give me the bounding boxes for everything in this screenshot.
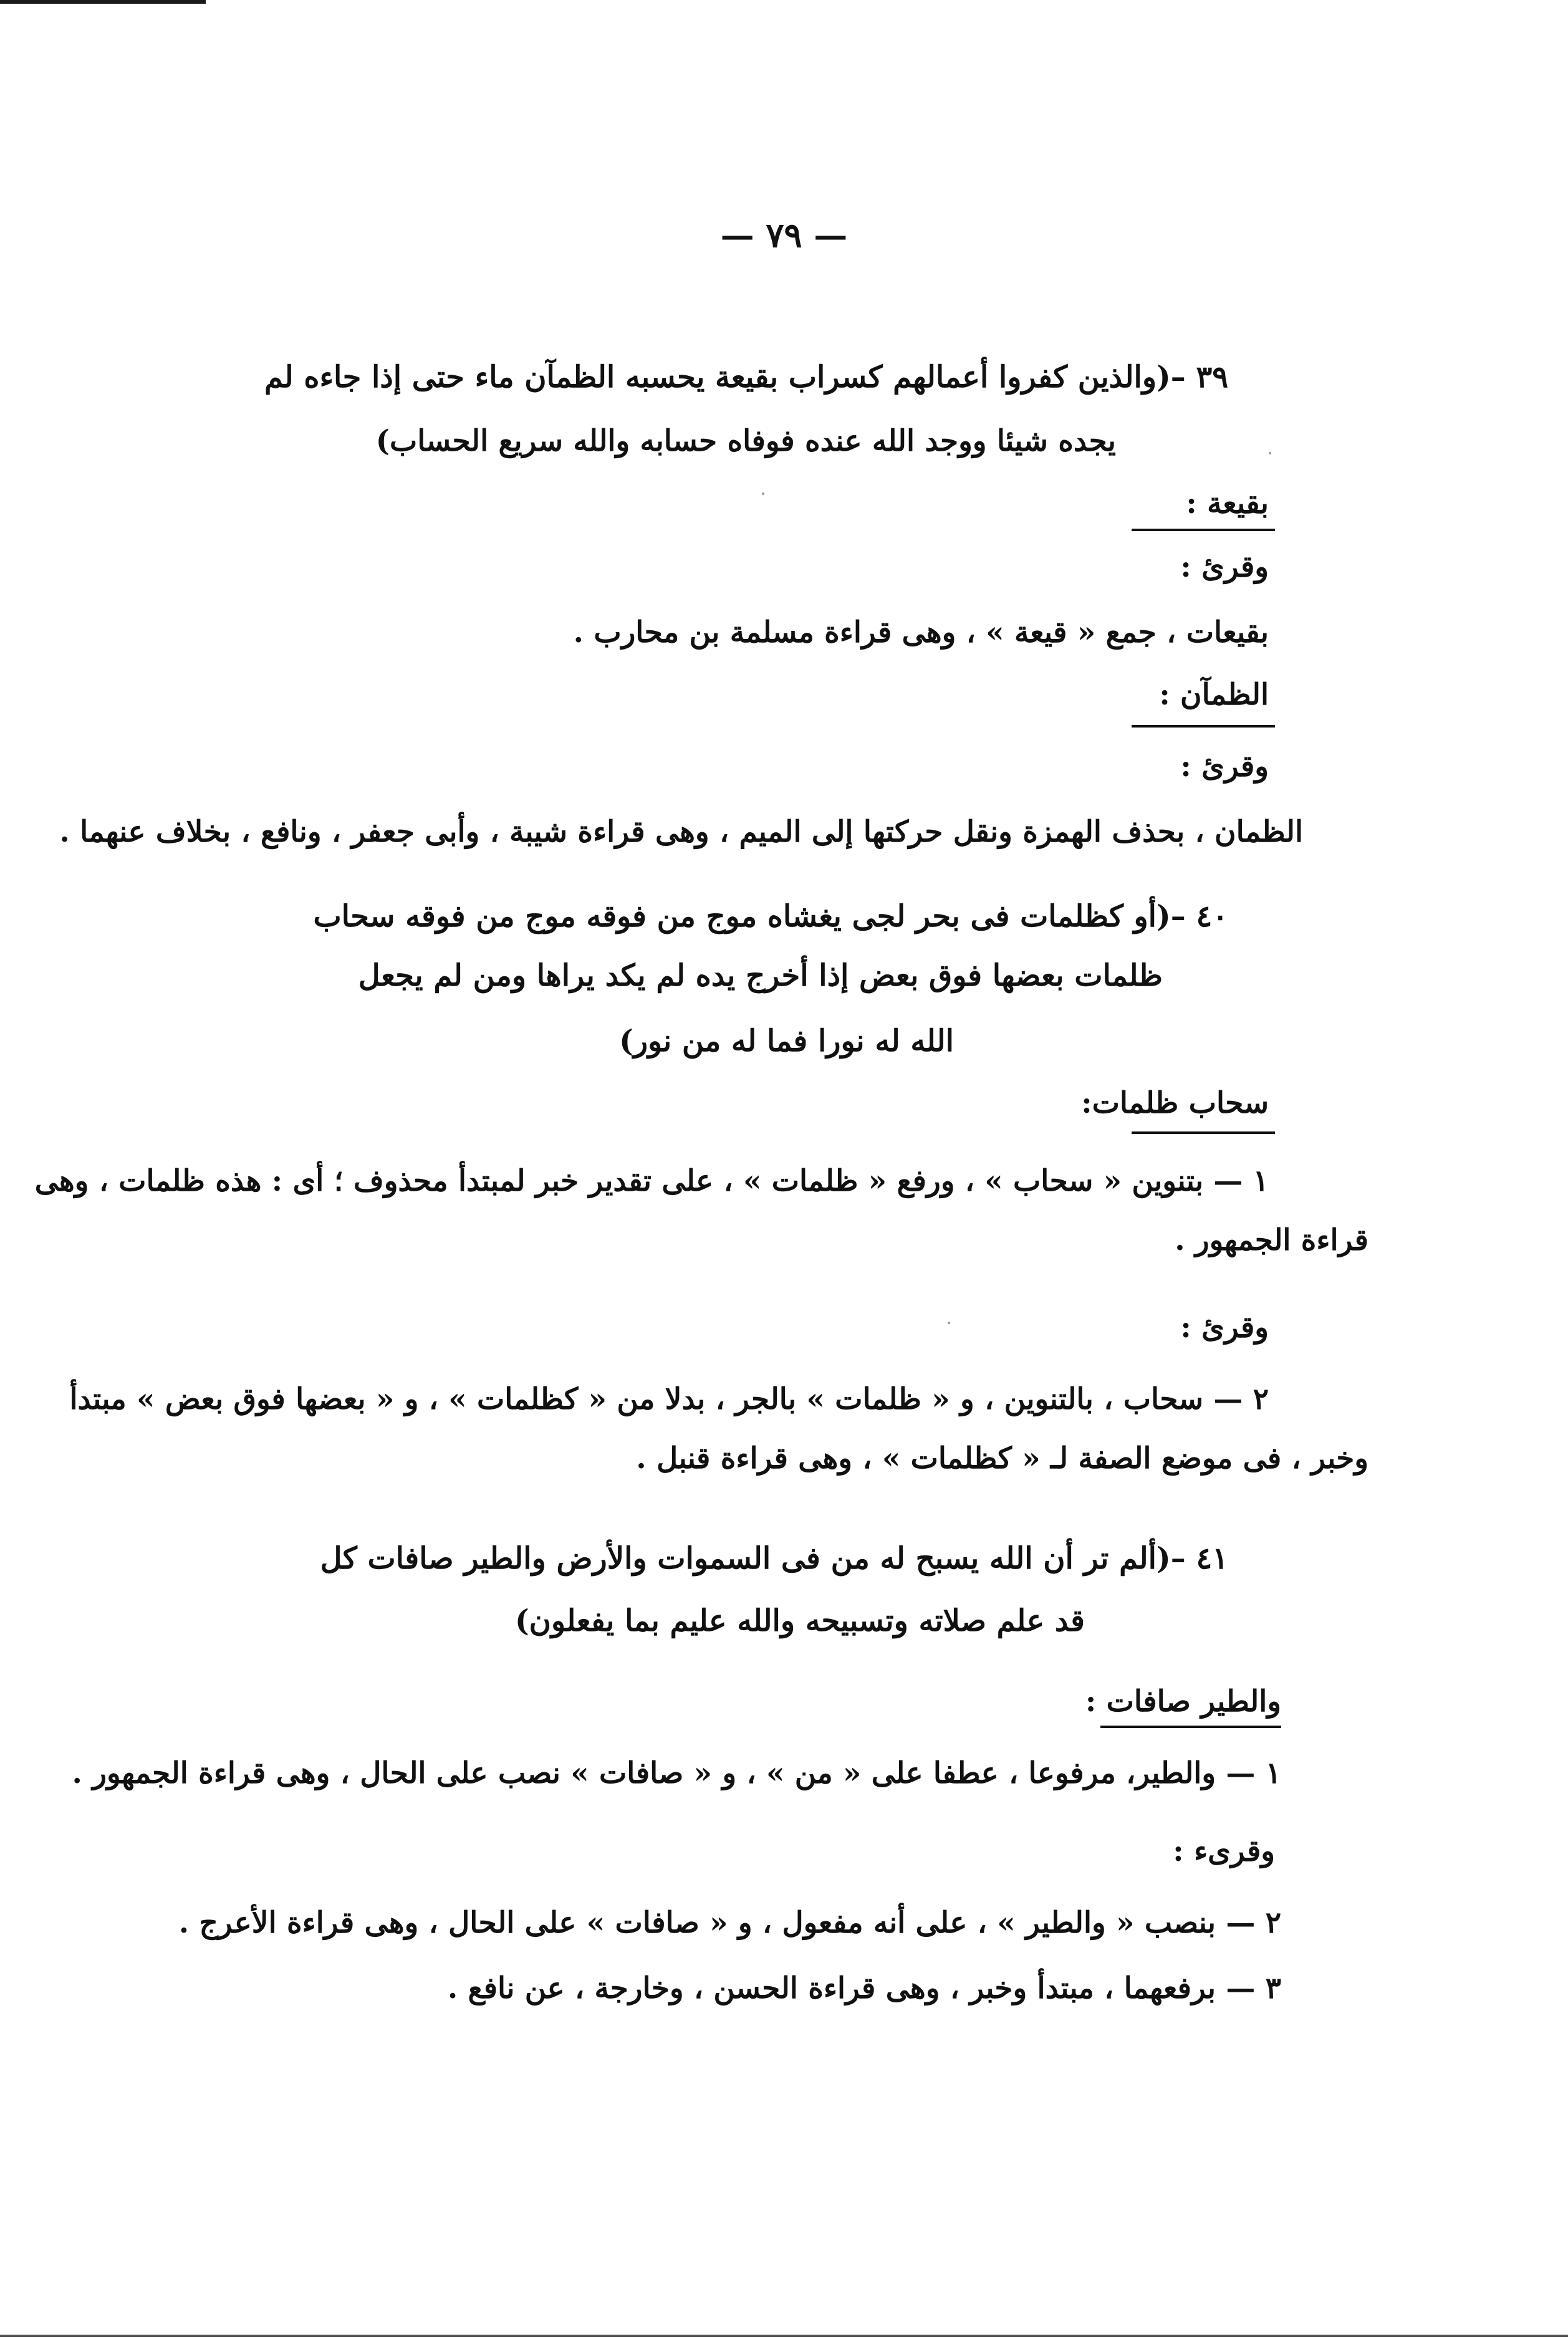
heading-sahab: سحاب ظلمات:: [1081, 1086, 1269, 1120]
biqia-reading-text: بقيعات ، جمع « قيعة » ، وهى قراءة مسلمة بن محارب .: [573, 615, 1269, 650]
tayr-qura-label: وقرىء :: [1173, 1834, 1275, 1868]
scan-edge-bottom: [0, 2335, 1568, 2337]
sahab-item-1-line-2: قراءة الجمهور .: [1175, 1223, 1368, 1257]
tayr-item-2: ٢ — بنصب « والطير » ، على أنه مفعول ، و « صافات » على الحال ، وهى قراءة الأعرج .: [178, 1906, 1281, 1940]
heading-tayr: والطير صافات :: [1085, 1684, 1281, 1719]
verse-39-line-2: يجده شيئا ووجد الله عنده فوفاه حسابه والله سريع الحساب): [375, 424, 1116, 458]
biqia-qura-label: وقرئ :: [1180, 550, 1269, 584]
sahab-item-1-line-1: ١ — بتنوين « سحاب » ، ورفع « ظلمات » ، على تقدير خبر لمبتدأ محذوف ؛ أى : هذه ظلمات ، وهى: [34, 1164, 1269, 1198]
scan-speck: [1269, 452, 1271, 454]
scan-speck: [762, 492, 764, 495]
heading-zaman: الظمآن :: [1159, 678, 1269, 712]
verse-40-line-2: ظلمات بعضها فوق بعض إذا أخرج يده لم يكد يراها ومن لم يجعل: [358, 958, 1163, 993]
verse-40-line-3: الله له نورا فما له من نور): [619, 1024, 954, 1059]
heading-zaman-underline: [1132, 725, 1275, 728]
heading-sahab-underline: [1132, 1131, 1275, 1134]
verse-41-line-1: ٤١ –(ألم تر أن الله يسبح له من فى السموات والأرض والطير صافات كل: [320, 1541, 1228, 1576]
heading-biqia-underline: [1132, 529, 1275, 531]
zaman-qura-label: وقرئ :: [1180, 749, 1269, 784]
sahab-item-2-line-1: ٢ — سحاب ، بالتنوين ، و « ظلمات » بالجر ، بدلا من « كظلمات » ، و « بعضها فوق بعض » مبتدأ: [69, 1382, 1269, 1416]
page-number: — ٧٩ —: [720, 215, 848, 255]
heading-biqia: بقيعة :: [1186, 486, 1269, 521]
sahab-qura-label: وقرئ :: [1180, 1310, 1269, 1345]
verse-39-line-1: ٣٩ –(والذين كفروا أعمالهم كسراب بقيعة يحسبه الظمآن ماء حتى إذا جاءه لم: [264, 360, 1228, 395]
verse-41-line-2: قد علم صلاته وتسبيحه والله عليم بما يفعلون): [514, 1603, 1085, 1638]
tayr-item-3: ٣ — برفعهما ، مبتدأ وخبر ، وهى قراءة الحسن ، وخارجة ، عن نافع .: [447, 1971, 1281, 2005]
heading-tayr-underline: [1100, 1726, 1281, 1728]
sahab-item-2-line-2: وخبر ، فى موضع الصفة لـ « كظلمات » ، وهى قراءة قنبل .: [636, 1441, 1368, 1476]
verse-40-line-1: ٤٠ –(أو كظلمات فى بحر لجى يغشاه موج من فوقه موج من فوقه سحاب: [313, 899, 1228, 934]
scan-speck: [948, 1322, 950, 1324]
zaman-reading-text: الظمان ، بحذف الهمزة ونقل حركتها إلى الميم ، وهى قراءة شيبة ، وأبى جعفر ، ونافع ، بخلاف عنهما .: [59, 815, 1303, 849]
tayr-item-1: ١ — والطير، مرفوعا ، عطفا على « من » ، و « صافات » نصب على الحال ، وهى قراءة الجمهور .: [72, 1756, 1281, 1790]
